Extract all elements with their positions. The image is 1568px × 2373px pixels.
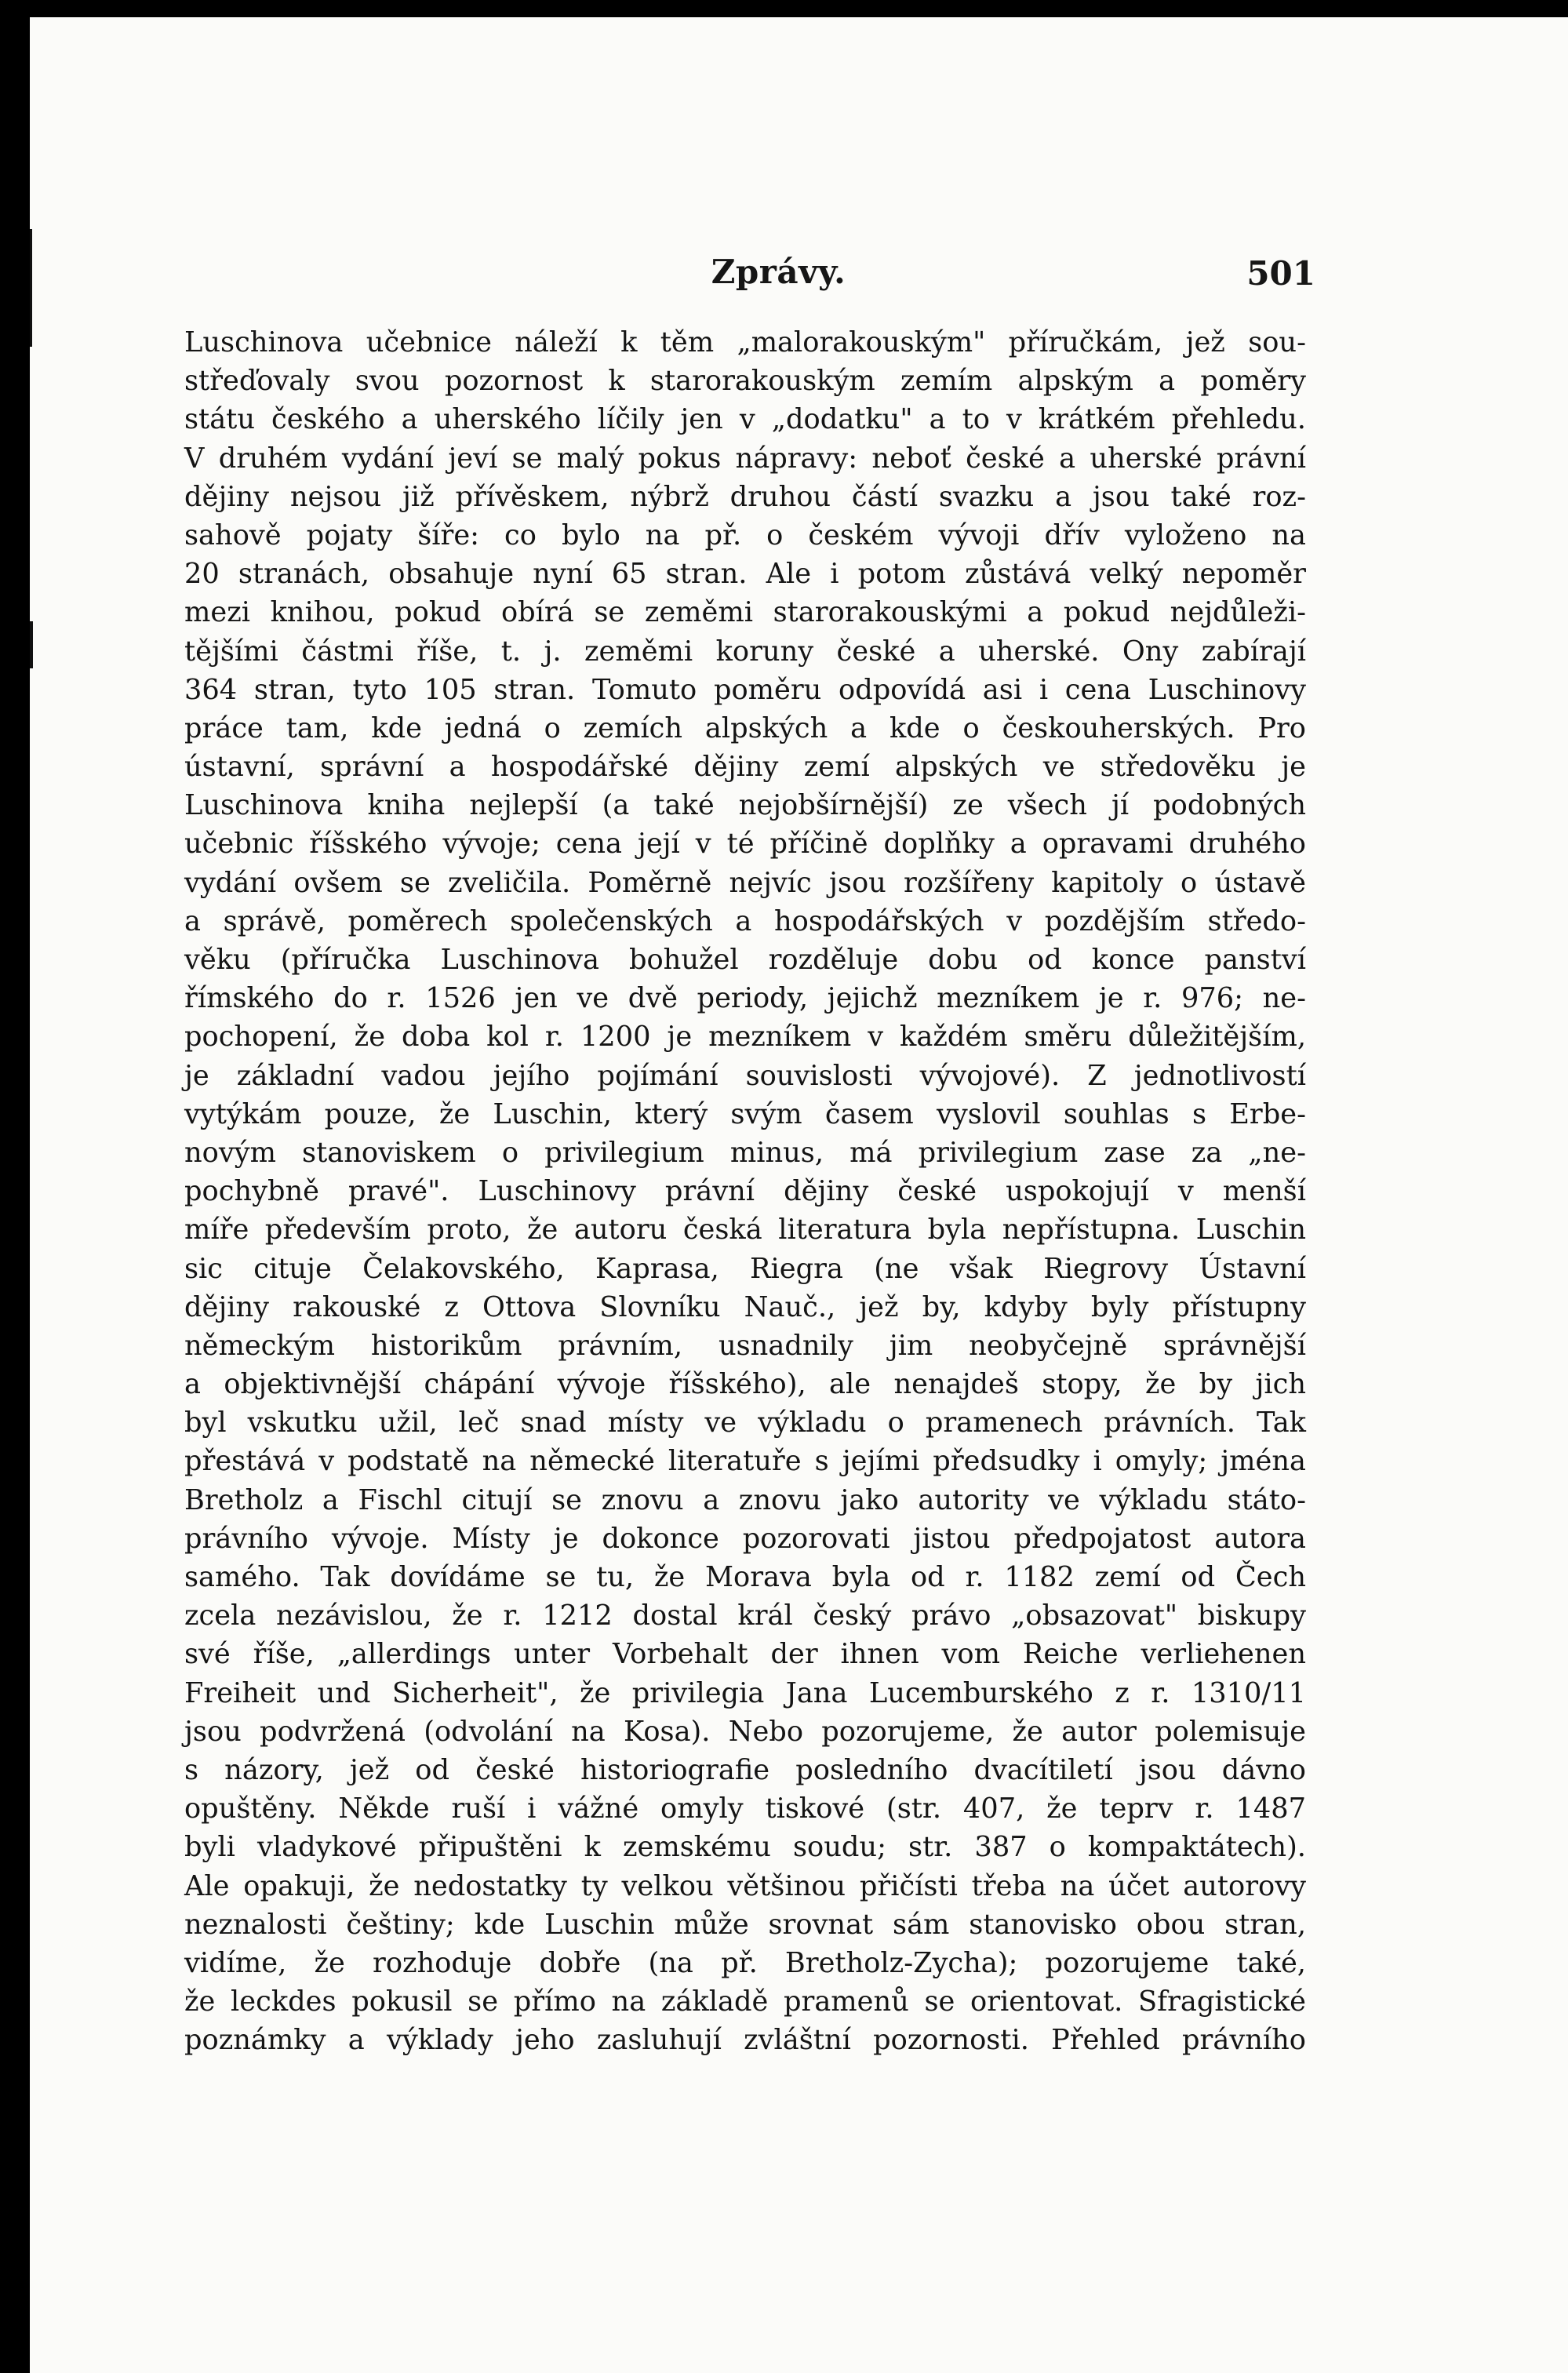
text-line: je základní vadou jejího pojímání souvislosti vývojové). Z jednotlivostí bbox=[184, 1059, 1306, 1092]
text-line: německým historikům právním, usnadnily jim neobyčejně správnější bbox=[184, 1329, 1306, 1362]
text-line: a správě, poměrech společenských a hospodářských v pozdějším středo- bbox=[184, 904, 1306, 937]
text-line: státu českého a uherského líčily jen v „dodatku" a to v krátkém přehledu. bbox=[184, 403, 1306, 436]
text-line: byli vladykové připuštěni k zemskému soudu; str. 387 o kompaktátech). bbox=[184, 1831, 1306, 1864]
text-line: sahově pojaty šíře: co bylo na př. o českém vývoji dřív vyloženo na bbox=[184, 519, 1306, 551]
text-line: římského do r. 1526 jen ve dvě periody, jejichž mezníkem je r. 976; ne- bbox=[184, 982, 1306, 1015]
text-line: poznámky a výklady jeho zasluhují zvláštní pozornosti. Přehled právního bbox=[184, 2024, 1306, 2057]
text-line: Freiheit und Sicherheit", že privilegia Jana Lucemburského z r. 1310/11 bbox=[184, 1676, 1306, 1709]
body-text bbox=[184, 323, 1306, 2059]
text-line: opuštěny. Někde ruší i vážné omyly tiskové (str. 407, že teprv r. 1487 bbox=[184, 1792, 1306, 1825]
text-line: že leckdes pokusil se přímo na základě pramenů se orientovat. Sfragistické bbox=[184, 1985, 1306, 2018]
text-line: právního vývoje. Místy je dokonce pozorovati jistou předpojatost autora bbox=[184, 1522, 1306, 1555]
text-line: V druhém vydání jeví se malý pokus nápravy: neboť české a uherské právní bbox=[184, 442, 1306, 475]
text-line: dějiny rakouské z Ottova Slovníku Nauč., jež by, kdyby byly přístupny bbox=[184, 1290, 1306, 1323]
text-line: mezi knihou, pokud obírá se zeměmi starorakouskými a pokud nejdůleži- bbox=[184, 596, 1306, 629]
text-line: přestává v podstatě na německé literatuře s jejími předsudky i omyly; jména bbox=[184, 1445, 1306, 1478]
text-line: neznalosti češtiny; kde Luschin může srovnat sám stanovisko obou stran, bbox=[184, 1908, 1306, 1941]
text-line: Ale opakuji, že nedostatky ty velkou většinou přičísti třeba na účet autorovy bbox=[184, 1869, 1306, 1902]
running-title: Zprávy. bbox=[711, 253, 846, 291]
left-edge-mark-lower bbox=[30, 621, 33, 668]
text-line: učebnic říšského vývoje; cena její v té příčině doplňky a opravami druhého bbox=[184, 828, 1306, 861]
text-line: vydání ovšem se zveličila. Poměrně nejvíc jsou rozšířeny kapitoly o ústavě bbox=[184, 866, 1306, 899]
text-line: 20 stranách, obsahuje nyní 65 stran. Ale i potom zůstává velký nepoměr bbox=[184, 558, 1306, 591]
text-line: byl vskutku užil, leč snad místy ve výkladu o pramenech právních. Tak bbox=[184, 1407, 1306, 1439]
text-line: samého. Tak dovídáme se tu, že Morava byla od r. 1182 zemí od Čech bbox=[184, 1561, 1306, 1593]
text-line: sic cituje Čelakovského, Kaprasa, Riegra (ne však Riegrovy Ústavní bbox=[184, 1252, 1306, 1285]
text-line: s názory, jež od české historiografie posledního dvacítiletí jsou dávno bbox=[184, 1753, 1306, 1786]
book-page bbox=[30, 17, 1568, 2373]
text-line: novým stanoviskem o privilegium minus, má privilegium zase za „ne- bbox=[184, 1136, 1306, 1169]
page-number: 501 bbox=[1246, 254, 1315, 293]
text-line: vidíme, že rozhoduje dobře (na př. Bretholz-Zycha); pozorujeme také, bbox=[184, 1946, 1306, 1979]
text-line: své říše, „allerdings unter Vorbehalt der ihnen vom Reiche verliehenen bbox=[184, 1638, 1306, 1671]
text-line: střeďovaly svou pozornost k starorakouským zemím alpským a poměry bbox=[184, 365, 1306, 398]
text-line: zcela nezávislou, že r. 1212 dostal král český právo „obsazovat" biskupy bbox=[184, 1600, 1306, 1632]
text-line: míře především proto, že autoru česká literatura byla nepřístupna. Luschin bbox=[184, 1214, 1306, 1247]
text-line: a objektivnější chápání vývoje říšského), ale nenajdeš stopy, že by jich bbox=[184, 1368, 1306, 1401]
text-line: práce tam, kde jedná o zemích alpských a kde o českouherských. Pro bbox=[184, 712, 1306, 744]
text-line: věku (příručka Luschinova bohužel rozděluje dobu od konce panství bbox=[184, 944, 1306, 976]
text-line: vytýkám pouze, že Luschin, který svým časem vyslovil souhlas s Erbe- bbox=[184, 1097, 1306, 1130]
text-line: ústavní, správní a hospodářské dějiny zemí alpských ve středověku je bbox=[184, 751, 1306, 784]
text-line: tějšími částmi říše, t. j. zeměmi koruny české a uherské. Ony zabírají bbox=[184, 635, 1306, 668]
text-line: pochybně pravé". Luschinovy právní dějiny české uspokojují v menší bbox=[184, 1175, 1306, 1208]
text-line: jsou podvržená (odvolání na Kosa). Nebo pozorujeme, že autor polemisuje bbox=[184, 1715, 1306, 1748]
text-line: Luschinova kniha nejlepší (a také nejobšírnější) ze všech jí podobných bbox=[184, 789, 1306, 822]
page-header bbox=[30, 253, 1568, 308]
text-line: Bretholz a Fischl citují se znovu a znovu jako autority ve výkladu státo- bbox=[184, 1483, 1306, 1516]
text-line: Luschinova učebnice náleží k těm „malorakouským" příručkám, jež sou- bbox=[184, 326, 1306, 358]
text-line: pochopení, že doba kol r. 1200 je mezníkem v každém směru důležitějším, bbox=[184, 1021, 1306, 1054]
text-line: 364 stran, tyto 105 stran. Tomuto poměru odpovídá asi i cena Luschinovy bbox=[184, 673, 1306, 706]
text-line: dějiny nejsou již přívěskem, nýbrž druhou částí svazku a jsou také roz- bbox=[184, 480, 1306, 513]
